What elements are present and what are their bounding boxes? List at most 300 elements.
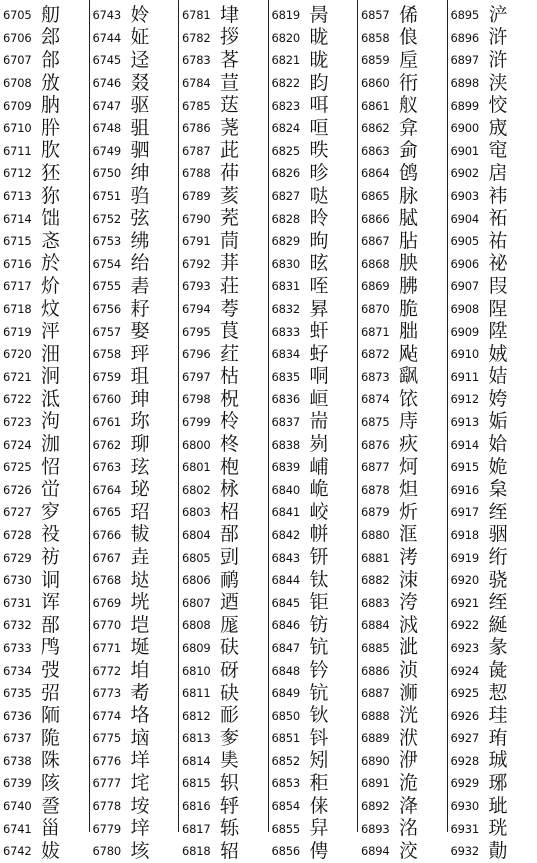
table-row: [448, 591, 537, 614]
code-number: 6727: [0, 505, 38, 519]
hanzi-character: 钜: [310, 593, 329, 612]
hanzi-character: 垚: [131, 548, 150, 567]
table-row: [448, 456, 537, 479]
table-row: [269, 637, 358, 660]
code-number: 6798: [179, 392, 217, 406]
hanzi-character: 脦: [399, 209, 418, 228]
table-row: [179, 456, 268, 479]
code-number: 6778: [90, 799, 128, 813]
table-row: [90, 343, 179, 366]
code-number: 6806: [179, 573, 217, 587]
code-number: 6843: [269, 551, 307, 565]
code-number: 6885: [358, 641, 396, 655]
table-row: [269, 207, 358, 230]
table-row: [448, 185, 537, 208]
code-number: 6847: [269, 641, 307, 655]
code-number: 6785: [179, 99, 217, 113]
hanzi-character: 綖: [489, 616, 508, 635]
hanzi-character: 舣: [399, 96, 418, 115]
code-number: 6929: [448, 776, 486, 790]
code-number: 6904: [448, 212, 486, 226]
hanzi-character: 剅: [220, 548, 239, 567]
hanzi-character: 姃: [131, 28, 150, 47]
code-number: 6756: [90, 302, 128, 316]
table-row: [269, 162, 358, 185]
hanzi-character: 虸: [310, 345, 329, 364]
hanzi-character: 洚: [399, 797, 418, 816]
table-row: [269, 27, 358, 50]
code-number: 6874: [358, 392, 396, 406]
table-row: [179, 343, 268, 366]
hanzi-character: 绖: [489, 503, 508, 522]
table-row: [0, 524, 89, 547]
hanzi-character: 绗: [489, 548, 508, 567]
table-row: [0, 185, 89, 208]
hanzi-character: 洨: [399, 842, 418, 861]
table-column: [358, 0, 448, 832]
hanzi-character: 陒: [41, 729, 60, 748]
table-row: [179, 750, 268, 773]
table-row: [0, 72, 89, 95]
code-number: 6791: [179, 234, 217, 248]
table-row: [179, 253, 268, 276]
hanzi-character: 埏: [131, 638, 150, 657]
table-row: [448, 94, 537, 117]
hanzi-character: 奊: [220, 751, 239, 770]
hanzi-character: 驷: [131, 141, 150, 160]
code-number: 6912: [448, 392, 486, 406]
table-row: [269, 704, 358, 727]
hanzi-character: 诇: [41, 571, 60, 590]
code-number: 6922: [448, 618, 486, 632]
table-row: [269, 72, 358, 95]
hanzi-character: 陑: [41, 706, 60, 725]
table-row: [179, 659, 268, 682]
code-number: 6856: [269, 844, 307, 858]
table-row: [358, 750, 447, 773]
table-row: [0, 162, 89, 185]
hanzi-character: 荂: [220, 300, 239, 319]
hanzi-character: 胦: [399, 254, 418, 273]
hanzi-character: 恔: [489, 96, 508, 115]
code-number: 6927: [448, 731, 486, 745]
table-row: [90, 320, 179, 343]
table-row: [0, 388, 89, 411]
hanzi-character: 庤: [399, 412, 418, 431]
hanzi-character: 帡: [310, 525, 329, 544]
hanzi-character: 炘: [399, 503, 418, 522]
table-row: [90, 117, 179, 140]
hanzi-character: 驵: [131, 119, 150, 138]
code-number: 6848: [269, 664, 307, 678]
hanzi-character: 祕: [489, 254, 508, 273]
table-row: [0, 253, 89, 276]
table-row: [179, 591, 268, 614]
hanzi-character: 姞: [489, 367, 508, 386]
hanzi-character: 轷: [220, 797, 239, 816]
table-row: [448, 388, 537, 411]
hanzi-character: 昪: [310, 300, 329, 319]
code-number: 6855: [269, 822, 307, 836]
hanzi-character: 峃: [41, 480, 60, 499]
hanzi-character: 袆: [489, 187, 508, 206]
code-number: 6905: [448, 234, 486, 248]
code-number: 6750: [90, 166, 128, 180]
table-row: [90, 478, 179, 501]
hanzi-character: 炌: [41, 277, 60, 296]
code-number: 6757: [90, 325, 128, 339]
table-row: [90, 162, 179, 185]
table-row: [0, 117, 89, 140]
code-number: 6889: [358, 731, 396, 745]
table-row: [0, 207, 89, 230]
hanzi-character: 疢: [399, 435, 418, 454]
table-row: [90, 501, 179, 524]
code-number: 6879: [358, 505, 396, 519]
table-row: [90, 659, 179, 682]
code-number: 6803: [179, 505, 217, 519]
table-row: [269, 388, 358, 411]
code-number: 6810: [179, 664, 217, 678]
hanzi-character: 骃: [489, 525, 508, 544]
table-row: [269, 253, 358, 276]
code-number: 6869: [358, 279, 396, 293]
code-number: 6753: [90, 234, 128, 248]
hanzi-character: 陎: [41, 751, 60, 770]
code-number: 6807: [179, 596, 217, 610]
code-number: 6920: [448, 573, 486, 587]
hanzi-character: 钛: [310, 571, 329, 590]
hanzi-character: 轹: [220, 819, 239, 838]
code-number: 6932: [448, 844, 486, 858]
code-number: 6813: [179, 731, 217, 745]
code-number: 6739: [0, 776, 38, 790]
code-number: 6876: [358, 438, 396, 452]
table-row: [269, 433, 358, 456]
table-row: [179, 840, 268, 863]
hanzi-character: 峧: [310, 503, 329, 522]
hanzi-character: 峛: [310, 435, 329, 454]
table-row: [0, 569, 89, 592]
hanzi-character: 珎: [131, 412, 150, 431]
table-row: [448, 817, 537, 840]
hanzi-character: 秬: [310, 774, 329, 793]
table-row: [358, 117, 447, 140]
table-row: [358, 817, 447, 840]
code-number: 6805: [179, 551, 217, 565]
table-row: [358, 591, 447, 614]
table-row: [0, 49, 89, 72]
hanzi-character: 攽: [41, 74, 60, 93]
hanzi-character: 泃: [41, 412, 60, 431]
table-row: [179, 704, 268, 727]
hanzi-character: 姈: [131, 6, 150, 25]
table-row: [448, 501, 537, 524]
code-number: 6770: [90, 618, 128, 632]
table-row: [0, 501, 89, 524]
hanzi-character: 荛: [220, 119, 239, 138]
table-row: [90, 185, 179, 208]
code-number: 6839: [269, 460, 307, 474]
code-number: 6887: [358, 686, 396, 700]
table-row: [179, 478, 268, 501]
table-row: [448, 162, 537, 185]
code-number: 6705: [0, 8, 38, 22]
table-row: [90, 230, 179, 253]
code-number: 6868: [358, 257, 396, 271]
table-row: [179, 637, 268, 660]
code-number: 6823: [269, 99, 307, 113]
table-row: [90, 727, 179, 750]
table-row: [179, 49, 268, 72]
table-row: [358, 614, 447, 637]
code-number: 6840: [269, 483, 307, 497]
table-row: [90, 207, 179, 230]
table-row: [358, 343, 447, 366]
hanzi-character: 拶: [220, 28, 239, 47]
table-row: [0, 366, 89, 389]
code-number: 6793: [179, 279, 217, 293]
code-number: 6850: [269, 709, 307, 723]
table-row: [448, 614, 537, 637]
table-row: [0, 456, 89, 479]
table-row: [90, 72, 179, 95]
hanzi-character: 叕: [131, 74, 150, 93]
hanzi-character: 茼: [220, 232, 239, 251]
table-row: [358, 659, 447, 682]
table-row: [90, 614, 179, 637]
hanzi-character: 峬: [310, 458, 329, 477]
code-number: 6867: [358, 234, 396, 248]
table-row: [358, 569, 447, 592]
code-number: 6719: [0, 325, 38, 339]
code-number: 6795: [179, 325, 217, 339]
code-number: 6822: [269, 76, 307, 90]
hanzi-character: 珖: [489, 819, 508, 838]
hanzi-character: 肸: [41, 119, 60, 138]
code-number: 6854: [269, 799, 307, 813]
code-number: 6766: [90, 528, 128, 542]
code-number: 6913: [448, 415, 486, 429]
table-row: [358, 162, 447, 185]
hanzi-character: 狉: [41, 164, 60, 183]
code-number: 6878: [358, 483, 396, 497]
code-number: 6903: [448, 189, 486, 203]
code-number: 6744: [90, 31, 128, 45]
hanzi-character: 泇: [41, 435, 60, 454]
code-number: 6773: [90, 686, 128, 700]
table-row: [90, 840, 179, 863]
table-row: [179, 72, 268, 95]
code-number: 6794: [179, 302, 217, 316]
code-number: 6921: [448, 596, 486, 610]
hanzi-character: 绋: [131, 232, 150, 251]
code-number: 6871: [358, 325, 396, 339]
code-number: 6884: [358, 618, 396, 632]
hanzi-character: 甾: [41, 819, 60, 838]
hanzi-character: 俫: [310, 797, 329, 816]
code-number: 6821: [269, 53, 307, 67]
table-row: [90, 366, 179, 389]
hanzi-character: 昽: [310, 28, 329, 47]
code-number: 6751: [90, 189, 128, 203]
table-row: [448, 230, 537, 253]
hanzi-character: 陞: [489, 322, 508, 341]
code-number: 6816: [179, 799, 217, 813]
table-row: [358, 546, 447, 569]
table-row: [448, 320, 537, 343]
code-number: 6873: [358, 370, 396, 384]
code-number: 6788: [179, 166, 217, 180]
hanzi-character: 弢: [41, 661, 60, 680]
hanzi-character: 胇: [399, 277, 418, 296]
code-number: 6725: [0, 460, 38, 474]
hanzi-character: 厖: [220, 616, 239, 635]
hanzi-character: 俙: [399, 6, 418, 25]
code-number: 6780: [90, 844, 128, 858]
code-number: 6811: [179, 686, 217, 700]
table-row: [269, 727, 358, 750]
table-column: [179, 0, 269, 832]
table-row: [269, 117, 358, 140]
code-number: 6749: [90, 144, 128, 158]
hanzi-character: 珌: [131, 480, 150, 499]
code-number: 6845: [269, 596, 307, 610]
table-row: [358, 388, 447, 411]
table-row: [269, 298, 358, 321]
hanzi-character: 娶: [131, 322, 150, 341]
code-number: 6729: [0, 551, 38, 565]
hanzi-character: 浒: [489, 28, 508, 47]
table-row: [0, 546, 89, 569]
table-row: [448, 478, 537, 501]
table-row: [179, 117, 268, 140]
hanzi-character: 郚: [41, 616, 60, 635]
code-number: 6860: [358, 76, 396, 90]
hanzi-character: 浃: [489, 74, 508, 93]
table-row: [0, 817, 89, 840]
table-row: [0, 4, 89, 27]
hanzi-character: 饳: [41, 209, 60, 228]
table-row: [269, 772, 358, 795]
code-number: 6875: [358, 415, 396, 429]
code-number: 6877: [358, 460, 396, 474]
table-row: [0, 320, 89, 343]
hanzi-character: 饻: [399, 390, 418, 409]
table-row: [358, 795, 447, 818]
hanzi-character: 姤: [489, 412, 508, 431]
table-row: [179, 795, 268, 818]
hanzi-character: 胋: [399, 232, 418, 251]
table-row: [179, 546, 268, 569]
table-row: [269, 94, 358, 117]
code-number: 6863: [358, 144, 396, 158]
code-number: 6754: [90, 257, 128, 271]
table-row: [90, 4, 179, 27]
hanzi-character: 炣: [399, 458, 418, 477]
code-number: 6925: [448, 686, 486, 700]
code-number: 6733: [0, 641, 38, 655]
code-number: 6833: [269, 325, 307, 339]
code-number: 6775: [90, 731, 128, 745]
code-number: 6828: [269, 212, 307, 226]
code-number: 6930: [448, 799, 486, 813]
hanzi-character: 怊: [41, 458, 60, 477]
code-number: 6760: [90, 392, 128, 406]
hanzi-character: 昺: [310, 6, 329, 25]
table-row: [179, 298, 268, 321]
hanzi-character: 洘: [399, 548, 418, 567]
code-number: 6841: [269, 505, 307, 519]
table-row: [179, 366, 268, 389]
table-row: [448, 298, 537, 321]
code-number: 6899: [448, 99, 486, 113]
hanzi-character: 钪: [310, 638, 329, 657]
hanzi-character: 俜: [310, 842, 329, 861]
code-number: 6742: [0, 844, 38, 858]
table-row: [269, 411, 358, 434]
hanzi-character: 炆: [41, 300, 60, 319]
hanzi-character: 绖: [489, 593, 508, 612]
code-number: 6900: [448, 121, 486, 135]
code-number: 6736: [0, 709, 38, 723]
table-row: [269, 4, 358, 27]
table-row: [448, 840, 537, 863]
hanzi-character: 垓: [131, 842, 150, 861]
table-row: [90, 275, 179, 298]
hanzi-character: 弇: [399, 119, 418, 138]
table-row: [90, 388, 179, 411]
hanzi-character: 脉: [399, 187, 418, 206]
table-row: [358, 840, 447, 863]
table-row: [448, 704, 537, 727]
table-row: [269, 569, 358, 592]
hanzi-character: 俍: [399, 28, 418, 47]
code-number: 6895: [448, 8, 486, 22]
table-row: [0, 840, 89, 863]
hanzi-character: 绅: [131, 164, 150, 183]
code-number: 6722: [0, 392, 38, 406]
hanzi-character: 轵: [220, 774, 239, 793]
code-number: 6726: [0, 483, 38, 497]
table-row: [358, 320, 447, 343]
code-number: 6776: [90, 754, 128, 768]
table-row: [448, 772, 537, 795]
hanzi-character: 柖: [220, 503, 239, 522]
table-row: [90, 253, 179, 276]
code-number: 6928: [448, 754, 486, 768]
table-row: [179, 524, 268, 547]
table-row: [90, 546, 179, 569]
code-number: 6761: [90, 415, 128, 429]
table-row: [269, 524, 358, 547]
hanzi-character: 柃: [220, 412, 239, 431]
table-row: [358, 478, 447, 501]
table-row: [90, 795, 179, 818]
hanzi-character: 祊: [41, 548, 60, 567]
hanzi-character: 妭: [41, 842, 60, 861]
hanzi-character: 祏: [489, 209, 508, 228]
table-row: [269, 320, 358, 343]
code-number: 6724: [0, 438, 38, 452]
hanzi-character: 枹: [220, 458, 239, 477]
code-number: 6738: [0, 754, 38, 768]
table-row: [179, 817, 268, 840]
code-number: 6831: [269, 279, 307, 293]
code-number: 6710: [0, 121, 38, 135]
table-row: [358, 433, 447, 456]
code-number: 6829: [269, 234, 307, 248]
